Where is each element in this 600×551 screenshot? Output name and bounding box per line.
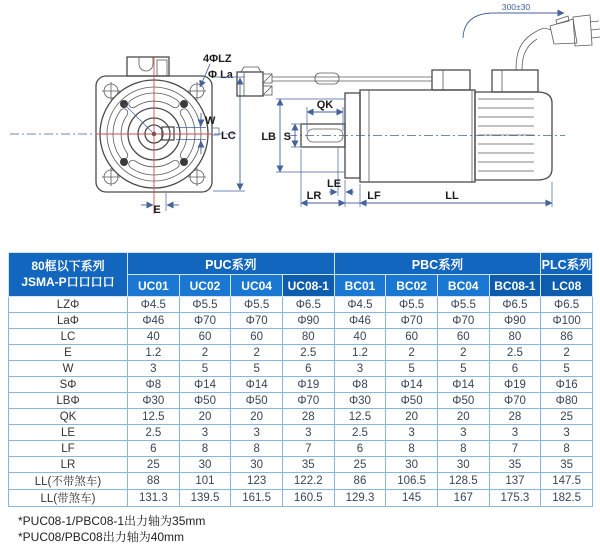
table-cell: Φ6.5: [541, 297, 593, 313]
table-cell: 106.5: [386, 473, 438, 490]
table-cell: 60: [231, 329, 283, 345]
table-cell: Φ30: [334, 393, 386, 409]
body-length-dim-label: LL: [445, 190, 459, 202]
table-cell: Φ50: [386, 393, 438, 409]
table-cell: 3: [179, 425, 231, 441]
table-cell: 20: [437, 409, 489, 425]
table-cell: Φ4.5: [128, 297, 180, 313]
table-cell: 30: [179, 457, 231, 473]
row-label: QK: [9, 409, 128, 425]
table-row: [9, 297, 593, 313]
table-cell: Φ6.5: [489, 297, 541, 313]
table-cell: 8: [437, 441, 489, 457]
row-label: W: [9, 361, 128, 377]
model-column-header: BC08-1: [489, 275, 541, 297]
table-cell: 8: [231, 441, 283, 457]
table-cell: Φ6.5: [282, 297, 334, 313]
row-label: LL(带煞车): [9, 490, 128, 507]
table-cell: 5: [386, 361, 438, 377]
table-cell: Φ46: [334, 313, 386, 329]
table-cell: 35: [489, 457, 541, 473]
table-cell: Φ19: [282, 377, 334, 393]
row-label: LR: [9, 457, 128, 473]
table-row: [9, 409, 593, 425]
row-label: LL(不带煞车): [9, 473, 128, 490]
table-cell: 3: [231, 425, 283, 441]
table-row: [9, 425, 593, 441]
table-cell: 3: [489, 425, 541, 441]
row-label: LF: [9, 441, 128, 457]
table-cell: 2.5: [489, 345, 541, 361]
side-view-drawing: [237, 2, 600, 207]
table-cell: 88: [128, 473, 180, 490]
table-cell: Φ5.5: [437, 297, 489, 313]
table-cell: 8: [179, 441, 231, 457]
row-label: LaΦ: [9, 313, 128, 329]
table-cell: Φ14: [179, 377, 231, 393]
table-cell: 7: [282, 441, 334, 457]
table-cell: Φ14: [231, 377, 283, 393]
table-cell: 2: [437, 345, 489, 361]
offset-dim-label: E: [153, 204, 161, 216]
table-cell: 3: [334, 361, 386, 377]
table-row: [9, 490, 593, 507]
row-label: E: [9, 345, 128, 361]
table-cell: Φ8: [128, 377, 180, 393]
table-cell: 3: [437, 425, 489, 441]
table-cell: 86: [334, 473, 386, 490]
table-cell: Φ14: [386, 377, 438, 393]
table-cell: 5: [231, 361, 283, 377]
table-cell: Φ50: [437, 393, 489, 409]
table-cell: 40: [128, 329, 180, 345]
table-cell: 35: [282, 457, 334, 473]
model-column-header: LC08: [541, 275, 593, 297]
table-cell: 25: [128, 457, 180, 473]
table-cell: Φ80: [541, 393, 593, 409]
table-cell: 35: [541, 457, 593, 473]
table-cell: Φ70: [179, 313, 231, 329]
table-cell: 6: [128, 441, 180, 457]
table-row: [9, 313, 593, 329]
table-cell: 20: [386, 409, 438, 425]
table-cell: 5: [541, 361, 593, 377]
table-cell: 2.5: [334, 425, 386, 441]
table-cell: 160.5: [282, 490, 334, 507]
table-cell: 101: [179, 473, 231, 490]
table-cell: 25: [541, 409, 593, 425]
table-cell: 145: [386, 490, 438, 507]
table-cell: 3: [386, 425, 438, 441]
table-cell: 20: [231, 409, 283, 425]
table-cell: 28: [282, 409, 334, 425]
table-row: [9, 345, 593, 361]
frame-dim-label: LC: [221, 130, 236, 142]
table-cell: 5: [179, 361, 231, 377]
front-view-drawing: [10, 53, 245, 216]
dimension-diagram: [0, 0, 600, 250]
table-cell: 161.5: [231, 490, 283, 507]
table-row: [9, 329, 593, 345]
table-cell: 175.3: [489, 490, 541, 507]
model-column-header: BC01: [334, 275, 386, 297]
table-cell: Φ16: [541, 377, 593, 393]
table-row: [9, 473, 593, 490]
table-cell: 139.5: [179, 490, 231, 507]
table-head: [9, 253, 593, 297]
table-cell: 2: [541, 345, 593, 361]
table-body: [9, 297, 593, 507]
row-label: LZΦ: [9, 297, 128, 313]
table-cell: 80: [282, 329, 334, 345]
encoder-cable-connector: [516, 15, 600, 70]
table-cell: Φ90: [282, 313, 334, 329]
table-cell: Φ70: [231, 313, 283, 329]
le-dim-label: LE: [326, 178, 342, 190]
table-cell: 128.5: [437, 473, 489, 490]
table-cell: Φ50: [179, 393, 231, 409]
table-cell: Φ50: [231, 393, 283, 409]
table-cell: 131.3: [128, 490, 180, 507]
table-cell: Φ70: [489, 393, 541, 409]
table-cell: 2: [386, 345, 438, 361]
table-row: [9, 361, 593, 377]
table-cell: 60: [179, 329, 231, 345]
model-column-header: UC08-1: [282, 275, 334, 297]
table-cell: 40: [334, 329, 386, 345]
row-label: LC: [9, 329, 128, 345]
table-cell: 8: [386, 441, 438, 457]
power-connector: [237, 67, 272, 96]
table-cell: 1.2: [128, 345, 180, 361]
table-cell: 6: [489, 361, 541, 377]
spec-table: [8, 252, 593, 507]
table-cell: 86: [541, 329, 593, 345]
table-cell: 30: [386, 457, 438, 473]
table-cell: 28: [489, 409, 541, 425]
table-cell: Φ14: [437, 377, 489, 393]
model-column-header: UC01: [128, 275, 180, 297]
table-cell: Φ4.5: [334, 297, 386, 313]
table-cell: 129.3: [334, 490, 386, 507]
terminal-box: [432, 70, 470, 90]
cooling-fins: [478, 99, 534, 171]
footnote-1: *PUC08-1/PBC08-1出力轴为35mm: [18, 514, 206, 528]
table-cell: 6: [282, 361, 334, 377]
table-cell: 25: [334, 457, 386, 473]
table-cell: 137: [489, 473, 541, 490]
table-cell: Φ46: [128, 313, 180, 329]
table-cell: Φ70: [282, 393, 334, 409]
row-label: SΦ: [9, 377, 128, 393]
series-group-header: PUC系列: [128, 253, 335, 275]
table-cell: 30: [231, 457, 283, 473]
motor-outline-drawing: [0, 0, 600, 250]
table-cell: 3: [541, 425, 593, 441]
table-cell: 6: [334, 441, 386, 457]
shaft-dia-dim-label: S: [283, 131, 291, 143]
table-cell: Φ5.5: [231, 297, 283, 313]
series-group-header: PBC系列: [334, 253, 541, 275]
footnote-2: *PUC08/PBC08出力轴为40mm: [18, 530, 185, 545]
table-cell: 3: [128, 361, 180, 377]
table-cell: 2: [179, 345, 231, 361]
motor-body: [360, 90, 475, 182]
table-cell: Φ8: [334, 377, 386, 393]
table-cell: Φ90: [489, 313, 541, 329]
table-cell: Φ70: [386, 313, 438, 329]
keyway-square: [162, 127, 174, 140]
table-cell: Φ70: [437, 313, 489, 329]
table-cell: Φ100: [541, 313, 593, 329]
series-group-header: PLC系列: [541, 253, 593, 275]
row-label: LBΦ: [9, 393, 128, 409]
table-cell: 20: [179, 409, 231, 425]
flange-thickness-dim-label: LF: [367, 190, 381, 202]
table-cell: 3: [282, 425, 334, 441]
pilot-dia-dim-label: LB: [261, 131, 276, 143]
key-length-dim-label: QK: [316, 99, 334, 111]
table-cell: 7: [489, 441, 541, 457]
table-cell: Φ19: [489, 377, 541, 393]
table-cell: 12.5: [128, 409, 180, 425]
flange-dia-dim-label: Φ La: [208, 69, 233, 81]
cable-length-dim-label: 300±30: [501, 2, 531, 12]
table-cell: 2.5: [128, 425, 180, 441]
table-row: [9, 377, 593, 393]
footnotes: [18, 513, 205, 545]
model-column-header: UC04: [231, 275, 283, 297]
table-row: [9, 393, 593, 409]
table-cell: 60: [437, 329, 489, 345]
model-column-header: BC02: [386, 275, 438, 297]
table-row: [9, 441, 593, 457]
model-column-header: UC02: [179, 275, 231, 297]
encoder-connector-box: [492, 70, 538, 92]
table-cell: 123: [231, 473, 283, 490]
table-cell: 60: [386, 329, 438, 345]
model-column-header: BC04: [437, 275, 489, 297]
table-cell: Φ30: [128, 393, 180, 409]
table-corner-header: 80框以下系列 JSMA-P口口口口: [9, 253, 128, 297]
table-cell: 12.5: [334, 409, 386, 425]
row-label: LE: [9, 425, 128, 441]
bolt-hole-dim-label: 4ΦLZ: [203, 53, 232, 65]
table-cell: Φ5.5: [386, 297, 438, 313]
table-cell: 80: [489, 329, 541, 345]
key-width-dim-label: W: [205, 115, 216, 127]
table-cell: 2.5: [282, 345, 334, 361]
table-cell: 30: [437, 457, 489, 473]
shaft-length-dim-label: LR: [306, 190, 322, 202]
table-cell: 182.5: [541, 490, 593, 507]
table-cell: 1.2: [334, 345, 386, 361]
table-cell: 8: [541, 441, 593, 457]
encoder-housing: [475, 92, 552, 180]
table-cell: 147.5: [541, 473, 593, 490]
table-cell: 167: [437, 490, 489, 507]
table-row: [9, 457, 593, 473]
table-cell: 2: [231, 345, 283, 361]
table-cell: Φ5.5: [179, 297, 231, 313]
table-cell: 122.2: [282, 473, 334, 490]
table-cell: 5: [437, 361, 489, 377]
